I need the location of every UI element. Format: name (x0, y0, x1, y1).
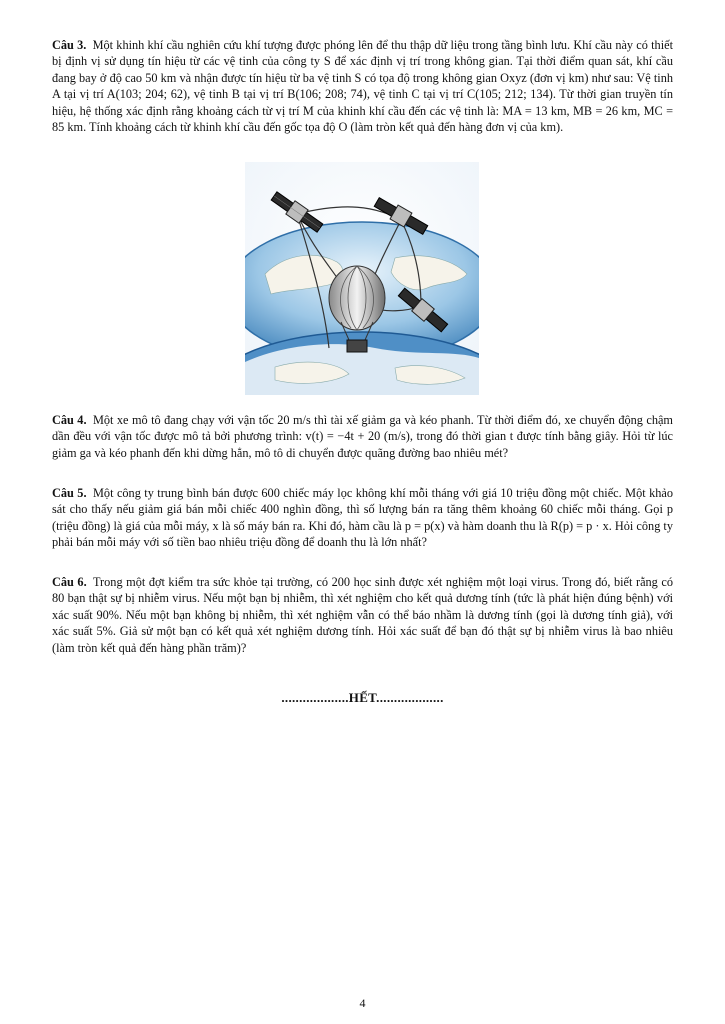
question-4-text: Một xe mô tô đang chạy với vận tốc 20 m/s thì tài xế giảm ga và kéo phanh. Từ thời điểm đó, xe chuyển động chậm dần đều với vận tốc được mô tả bởi phương trình: v(t) = −4t + 20 (m/s), trong đó thời gian t được tính bằng giây. Hỏi từ lúc giảm ga và kéo phanh đến khi dừng hẳn, mô tô di chuyển được quãng đường bao nhiêu mét? (52, 413, 673, 460)
question-6 (52, 574, 673, 656)
question-3 (52, 37, 673, 135)
question-3-label: Câu 3. (52, 38, 87, 52)
balloon-satellite-icon (245, 162, 479, 395)
question-5 (52, 485, 673, 551)
question-4 (52, 412, 673, 461)
question-3-text: Một khinh khí cầu nghiên cứu khí tượng được phóng lên để thu thập dữ liệu trong tầng bình lưu. Khí cầu này có thiết bị định vị sử dụng tín hiệu từ các vệ tinh của công ty S để xác định vị trí trong không gian. Tại thời điểm quan sát, khí cầu đang bay ở độ cao 50 km và nhận được tín hiệu từ ba vệ tinh S có tọa độ trong không gian Oxyz (đơn vị km) như sau: Vệ tinh A tại vị trí A(103; 204; 62), vệ tinh B tại vị trí B(106; 208; 74), vệ tinh C tại vị trí C(105; 212; 134). Từ thời gian truyền tín hiệu, hệ thống xác định rằng khoảng cách từ vị trí M của khinh khí cầu đến các vệ tinh là: MA = 13 km, MB = 26 km, MC = 85 km. Tính khoảng cách từ khinh khí cầu đến gốc tọa độ O (làm tròn kết quả đến hàng đơn vị của km). (52, 38, 673, 135)
question-6-text: Trong một đợt kiểm tra sức khỏe tại trường, có 200 học sinh được xét nghiệm một loại virus. Trong đó, biết rằng có 80 bạn thật sự bị nhiễm virus. Nếu một bạn bị nhiễm, thì xét nghiệm cho kết quả dương tính (tức là phát hiện đúng bệnh) với xác suất 90%. Nếu một bạn không bị nhiễm, thì xét nghiệm vẫn có thể báo nhầm là dương tính (gọi là dương tính giả), với xác suất 5%. Giả sử một bạn có kết quả xét nghiệm dương tính. Hỏi xác suất để bạn đó thật sự bị nhiễm virus là bao nhiêu (làm tròn kết quả đến hàng phần trăm)? (52, 575, 673, 655)
question-5-text: Một công ty trung bình bán được 600 chiếc máy lọc không khí mỗi tháng với giá 10 triệu đồng một chiếc. Một khảo sát cho thấy nếu giảm giá bán mỗi chiếc 400 nghìn đồng, thì số lượng bán ra tăng thêm khoảng 60 chiếc mỗi tháng. Gọi p (triệu đồng) là giá của mỗi máy, x là số máy bán ra. Khi đó, hàm cầu là p = p(x) và hàm doanh thu là R(p) = p · x. Hỏi công ty phải bán mỗi máy với số tiền bao nhiêu triệu đồng để doanh thu là lớn nhất? (52, 486, 674, 550)
question-5-label: Câu 5. (52, 486, 87, 500)
end-marker: ...................HẾT................... (281, 690, 444, 705)
balloon-satellite-illustration (245, 162, 479, 395)
question-6-label: Câu 6. (52, 575, 87, 589)
page-number: 4 (359, 996, 366, 1010)
question-4-label: Câu 4. (52, 413, 87, 427)
